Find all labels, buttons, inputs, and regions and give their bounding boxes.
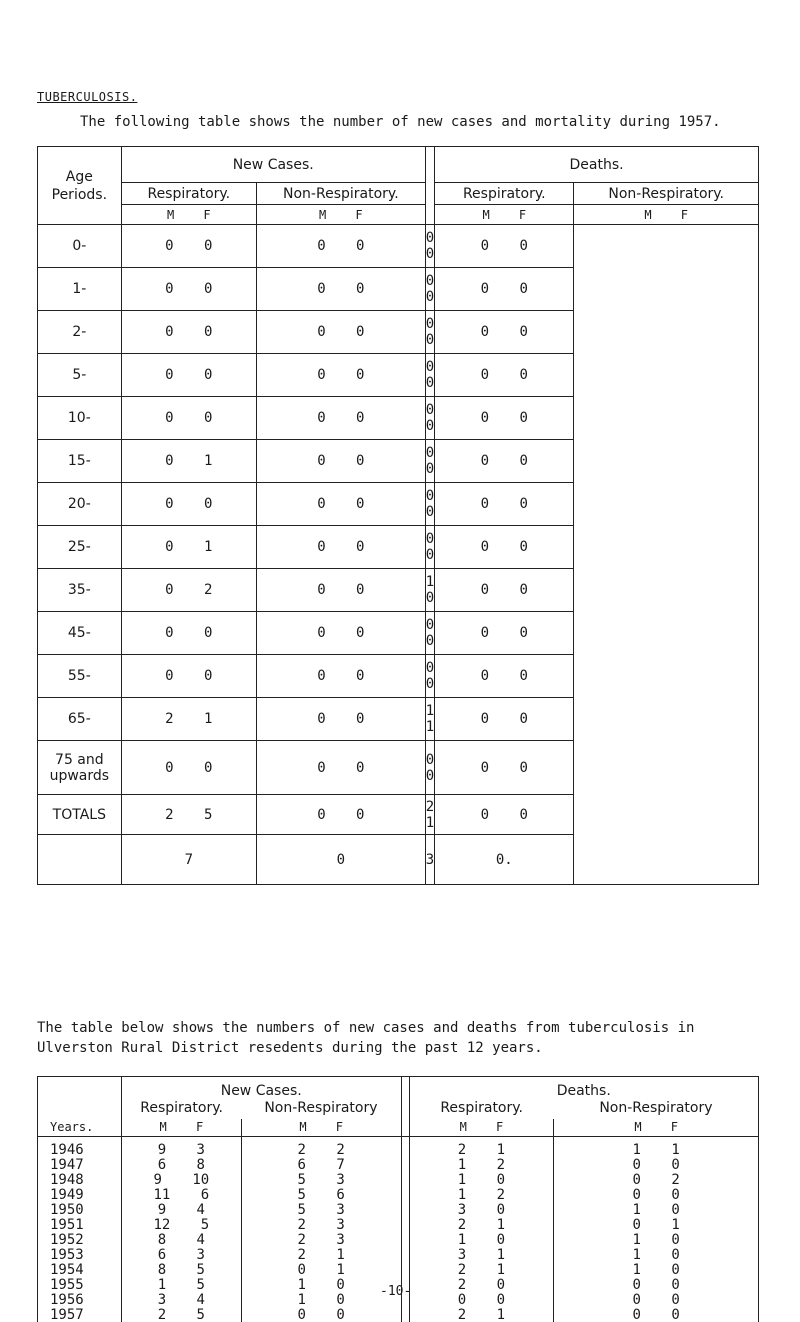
nc-nonresp-value: 6 7 (241, 1158, 401, 1173)
d-nonresp-value: 0 0 (435, 225, 574, 268)
nc-resp-value: 0 1 (121, 440, 256, 483)
d-resp-value: 1 1 (425, 698, 434, 741)
d-resp-value: 0 0 (425, 612, 434, 655)
age-periods-header: Age Periods. (38, 147, 122, 225)
nc-resp-value: 3 4 (121, 1293, 241, 1308)
age-row (38, 526, 759, 569)
d-resp-value: 1 0 (409, 1173, 554, 1188)
age-row (38, 225, 759, 268)
d-nonresp-value: 0 0 (435, 483, 574, 526)
totals-d-resp: 2 1 (425, 795, 434, 835)
d-nonresp-value: 1 0 (554, 1248, 759, 1263)
year-row (38, 1233, 759, 1248)
year-row (38, 1203, 759, 1218)
d-nonresp-value: 0 0 (554, 1308, 759, 1322)
nc-respiratory-header: Respiratory. (121, 183, 256, 205)
separator-cell (401, 1188, 409, 1203)
age-period: 20- (38, 483, 122, 526)
d-resp-value: 0 0 (425, 397, 434, 440)
t2-new-cases-header: New Cases. (121, 1077, 401, 1099)
age-period: 10- (38, 397, 122, 440)
nc-nonresp-value: 0 0 (241, 1308, 401, 1322)
year: 1954 (50, 1262, 84, 1278)
nc-nonresp-value: 0 0 (256, 483, 425, 526)
t2-d-non-respiratory-header: Non-Respiratory (599, 1100, 713, 1116)
page-number: -10- (380, 1284, 412, 1299)
nc-resp-value: 0 0 (121, 655, 256, 698)
intro-text: The following table shows the number of new cases and mortality during 1957. (80, 114, 721, 130)
sex-header: M F (256, 205, 425, 225)
age-period: 0- (38, 225, 122, 268)
d-nonresp-value: 0 0 (435, 311, 574, 354)
d-resp-value: 0 0 (425, 311, 434, 354)
d-resp-value: 2 0 (409, 1278, 554, 1293)
age-period: 45- (38, 612, 122, 655)
nc-resp-value: 12 5 (121, 1218, 241, 1233)
d-resp-value: 1 2 (409, 1188, 554, 1203)
nc-nonresp-value: 0 0 (256, 655, 425, 698)
d-resp-value: 3 0 (409, 1203, 554, 1218)
year-row (38, 1137, 759, 1159)
nc-resp-value: 0 1 (121, 526, 256, 569)
year-row (38, 1263, 759, 1278)
year-row (38, 1308, 759, 1322)
nc-nonresp-value: 0 0 (256, 397, 425, 440)
nc-resp-value: 1 5 (121, 1278, 241, 1293)
nc-resp-value: 0 0 (121, 354, 256, 397)
page-heading: TUBERCULOSIS. (37, 90, 138, 104)
sex-header: M F (121, 205, 256, 225)
year-row (38, 1218, 759, 1233)
nc-resp-value: 0 0 (121, 397, 256, 440)
age-row (38, 612, 759, 655)
nc-resp-value: 0 0 (121, 311, 256, 354)
age-row (38, 440, 759, 483)
d-resp-value: 1 0 (425, 569, 434, 612)
sum-label-blank (38, 835, 122, 885)
sum-nc-resp: 7 (121, 835, 256, 885)
nc-resp-value: 9 4 (121, 1203, 241, 1218)
nc-nonresp-value: 2 3 (241, 1218, 401, 1233)
age-period: 25- (38, 526, 122, 569)
year: 1957 (50, 1307, 84, 1322)
t2-sex-header: M F (554, 1119, 759, 1137)
t2-separator-3 (401, 1119, 409, 1137)
age-period: 75 and upwards (38, 741, 122, 795)
t2-sex-header: M F (121, 1119, 241, 1137)
nc-resp-value: 8 5 (121, 1263, 241, 1278)
t2-nc-respiratory-header: Respiratory. (121, 1099, 241, 1119)
d-nonresp-value: 1 0 (554, 1233, 759, 1248)
caption-line-1: The table below shows the numbers of new cases and deaths from tuberculosis in (37, 1020, 695, 1036)
d-nonresp-value: 0 0 (435, 655, 574, 698)
nc-nonresp-value: 0 0 (256, 354, 425, 397)
age-row (38, 311, 759, 354)
age-period: 35- (38, 569, 122, 612)
d-nonresp-value: 0 0 (435, 698, 574, 741)
d-resp-value: 0 0 (425, 526, 434, 569)
nc-nonresp-value: 0 0 (256, 698, 425, 741)
year: 1952 (50, 1232, 84, 1248)
t2-sex-header: M F (409, 1119, 554, 1137)
separator-cell (401, 1173, 409, 1188)
nc-nonresp-value: 2 3 (241, 1233, 401, 1248)
separator-cell (401, 1137, 409, 1159)
d-nonresp-value: 0 0 (435, 612, 574, 655)
nc-nonresp-value: 5 6 (241, 1188, 401, 1203)
sum-d-nonresp: 0. (435, 835, 574, 885)
d-nonresp-value: 0 0 (435, 569, 574, 612)
nc-nonresp-value: 2 2 (241, 1137, 401, 1159)
nc-resp-value: 0 0 (121, 225, 256, 268)
nc-resp-value: 0 0 (121, 483, 256, 526)
d-resp-value: 0 0 (425, 483, 434, 526)
age-period: 5- (38, 354, 122, 397)
nc-nonresp-value: 5 3 (241, 1173, 401, 1188)
new-cases-header: New Cases. (121, 147, 425, 183)
year: 1950 (50, 1202, 84, 1218)
nc-nonresp-value: 1 0 (241, 1278, 401, 1293)
totals-nc-nonresp: 0 0 (256, 795, 425, 835)
age-row (38, 698, 759, 741)
nc-nonresp-value: 0 0 (256, 741, 425, 795)
totals-label: TOTALS (38, 795, 122, 835)
column-separator (425, 147, 434, 225)
t2-sex-header: M F (241, 1119, 401, 1137)
nc-nonresp-value: 0 1 (241, 1263, 401, 1278)
t2-nc-non-respiratory-header: Non-Respiratory (264, 1100, 378, 1116)
year: 1956 (50, 1292, 84, 1308)
totals-row (38, 795, 759, 835)
d-respiratory-header: Respiratory. (435, 183, 574, 205)
deaths-header: Deaths. (435, 147, 759, 183)
age-period: 2- (38, 311, 122, 354)
age-row (38, 569, 759, 612)
age-row (38, 397, 759, 440)
d-resp-value: 2 1 (409, 1263, 554, 1278)
d-nonresp-value: 0 1 (554, 1218, 759, 1233)
year-row (38, 1248, 759, 1263)
nc-nonresp-value: 5 3 (241, 1203, 401, 1218)
nc-nonresp-value: 0 0 (256, 311, 425, 354)
year: 1951 (50, 1217, 84, 1233)
d-resp-value: 0 0 (425, 440, 434, 483)
year: 1949 (50, 1187, 84, 1203)
d-resp-value: 0 0 (425, 741, 434, 795)
d-nonresp-value: 0 0 (435, 440, 574, 483)
nc-nonresp-value: 0 0 (256, 526, 425, 569)
nc-resp-value: 9 10 (121, 1173, 241, 1188)
d-nonresp-value: 0 0 (554, 1293, 759, 1308)
nc-nonresp-value: 0 0 (256, 612, 425, 655)
year: 1946 (50, 1142, 84, 1158)
year-row (38, 1173, 759, 1188)
nc-nonresp-value: 2 1 (241, 1248, 401, 1263)
age-period: 65- (38, 698, 122, 741)
d-resp-value: 1 2 (409, 1158, 554, 1173)
d-nonresp-value: 0 0 (435, 354, 574, 397)
nc-nonresp-value: 0 0 (256, 440, 425, 483)
new-cases-deaths-by-age-table (37, 146, 759, 885)
separator-cell (401, 1203, 409, 1218)
nc-resp-value: 0 0 (121, 268, 256, 311)
totals-d-nonresp: 0 0 (435, 795, 574, 835)
d-nonresp-value: 0 0 (554, 1278, 759, 1293)
sex-header: M F (435, 205, 574, 225)
d-resp-value: 3 1 (409, 1248, 554, 1263)
d-nonresp-value: 0 0 (554, 1188, 759, 1203)
year-row (38, 1158, 759, 1173)
nc-resp-value: 2 1 (121, 698, 256, 741)
t2-column-separator (401, 1077, 409, 1099)
d-nonresp-value: 0 0 (435, 741, 574, 795)
age-row (38, 741, 759, 795)
age-row (38, 354, 759, 397)
year: 1955 (50, 1277, 84, 1293)
year: 1953 (50, 1247, 84, 1263)
caption-line-2: Ulverston Rural District resedents during the past 12 years. (37, 1040, 543, 1056)
d-nonresp-value: 0 0 (554, 1158, 759, 1173)
years-header-spacer (38, 1077, 122, 1099)
t2-separator-2 (401, 1099, 409, 1119)
separator-cell (401, 1218, 409, 1233)
year: 1948 (50, 1172, 84, 1188)
years-header: Years. (38, 1119, 122, 1137)
t2-d-respiratory-header: Respiratory. (409, 1099, 554, 1119)
age-row (38, 655, 759, 698)
nc-nonresp-value: 0 0 (256, 268, 425, 311)
d-nonresp-value: 1 0 (554, 1263, 759, 1278)
d-nonresp-value: 1 1 (554, 1137, 759, 1159)
d-nonresp-value: 0 0 (435, 268, 574, 311)
separator-cell (401, 1263, 409, 1278)
d-resp-value: 0 0 (425, 268, 434, 311)
d-non-respiratory-header: Non-Respiratory. (574, 183, 759, 205)
years-header-spacer-2 (38, 1099, 122, 1119)
sum-row (38, 835, 759, 885)
d-nonresp-value: 1 0 (554, 1203, 759, 1218)
totals-nc-resp: 2 5 (121, 795, 256, 835)
nc-resp-value: 0 2 (121, 569, 256, 612)
year: 1947 (50, 1157, 84, 1173)
separator-cell (401, 1308, 409, 1322)
age-row (38, 268, 759, 311)
d-nonresp-value: 0 0 (435, 526, 574, 569)
separator-cell (401, 1233, 409, 1248)
d-resp-value: 0 0 (425, 354, 434, 397)
age-period: 1- (38, 268, 122, 311)
d-resp-value: 1 0 (409, 1233, 554, 1248)
d-nonresp-value: 0 2 (554, 1173, 759, 1188)
nc-nonresp-value: 0 0 (256, 225, 425, 268)
table2-caption (37, 1018, 694, 1058)
nc-resp-value: 2 5 (121, 1308, 241, 1322)
sex-header: M F (574, 205, 759, 225)
sum-nc-nonresp: 0 (256, 835, 425, 885)
nc-non-respiratory-header: Non-Respiratory. (256, 183, 425, 205)
nc-resp-value: 6 8 (121, 1158, 241, 1173)
separator-cell (401, 1248, 409, 1263)
age-row (38, 483, 759, 526)
sum-d-resp: 3 (425, 835, 434, 885)
d-resp-value: 2 1 (409, 1308, 554, 1322)
nc-nonresp-value: 0 0 (256, 569, 425, 612)
nc-resp-value: 0 0 (121, 612, 256, 655)
nc-resp-value: 9 3 (121, 1137, 241, 1159)
nc-resp-value: 6 3 (121, 1248, 241, 1263)
year-row (38, 1188, 759, 1203)
age-period: 55- (38, 655, 122, 698)
d-resp-value: 0 0 (425, 655, 434, 698)
age-period: 15- (38, 440, 122, 483)
d-resp-value: 2 1 (409, 1218, 554, 1233)
nc-resp-value: 8 4 (121, 1233, 241, 1248)
t2-deaths-header: Deaths. (409, 1077, 758, 1099)
d-resp-value: 0 0 (409, 1293, 554, 1308)
d-nonresp-value: 0 0 (435, 397, 574, 440)
nc-resp-value: 0 0 (121, 741, 256, 795)
d-resp-value: 0 0 (425, 225, 434, 268)
separator-cell (401, 1158, 409, 1173)
nc-nonresp-value: 1 0 (241, 1293, 401, 1308)
nc-resp-value: 11 6 (121, 1188, 241, 1203)
d-resp-value: 2 1 (409, 1137, 554, 1159)
